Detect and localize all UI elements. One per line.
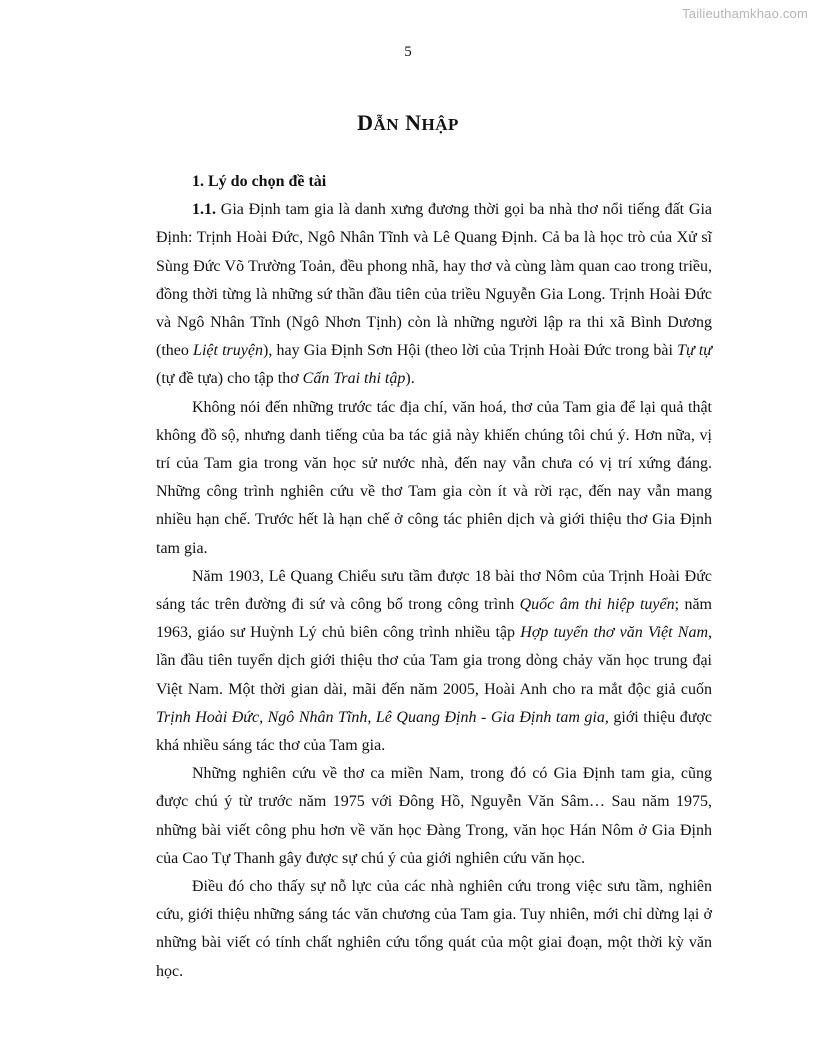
text-run: ), hay Gia Định Sơn Hội (theo lời của Trịnh Hoài Đức trong bài: [262, 342, 678, 360]
paragraph-2: Không nói đến những trước tác địa chí, văn hoá, thơ của Tam gia để lại quả thật không đồ sộ, nhưng danh tiếng của ba tác giả này khiến chúng tôi chú ý. Hơn nữa, vị trí của Tam gia trong văn học sử nước nhà, đến nay vẫn chưa có vị trí xứng đáng. Những công trình nghiên cứu về thơ Tam gia còn ít và rời rạc, đến nay vẫn mang nhiều hạn chế. Trước hết là hạn chế ở công tác phiên dịch và giới thiệu thơ Gia Định tam gia.: [156, 398, 712, 557]
italic-title: Liệt truyện: [193, 342, 263, 360]
page-title: [0, 110, 816, 136]
title-smallcaps: ẪN: [373, 115, 400, 134]
page-number: 5: [404, 44, 412, 60]
section-heading: 1. Lý do chọn đề tài: [192, 173, 327, 190]
italic-title: Trịnh Hoài Đức, Ngô Nhân Tĩnh, Lê Quang Định - Gia Định tam gia,: [156, 708, 609, 726]
watermark: Tailieuthamkhao.com: [682, 6, 808, 21]
paragraph-4: Những nghiên cứu về thơ ca miền Nam, trong đó có Gia Định tam gia, cũng được chú ý từ trước năm 1975 với Đông Hồ, Nguyễn Văn Sâm… Sau năm 1975, những bài viết công phu hơn về văn học Đàng Trong, văn học Hán Nôm ở Gia Định của Cao Tự Thanh gây được sự chú ý của giới nghiên cứu văn học.: [156, 765, 712, 867]
body-text: [156, 168, 712, 986]
title-smallcaps: HẬP: [421, 115, 459, 134]
text-run: giới thiệu được khá nhiều sáng tác thơ của Tam gia.: [156, 708, 712, 755]
italic-title: Tự tự: [677, 342, 713, 360]
paragraph-lead-number: 1.1.: [192, 201, 216, 219]
title-letter: N: [405, 110, 422, 135]
text-run: Gia Định tam gia là danh xưng đương thời gọi ba nhà thơ nổi tiếng đất Gia Định: Trịnh Hoài Đức, Ngô Nhân Tĩnh và Lê Quang Định. Cả ba là học trò của Xử sĩ Sùng Đức Võ Trường Toản, đều phong nhã, hay thơ và cùng làm quan cao trong triều, đồng thời từng là những sứ thần đầu tiên của triều Nguyễn Gia Long. Trịnh Hoài Đức và Ngô Nhân Tĩnh (Ngô Nhơn Tịnh) còn là những người lập ra thi xã Bình Dương (theo: [156, 201, 712, 360]
italic-title: Cấn Trai thi tập: [302, 370, 406, 388]
text-run: Năm 1903, Lê Quang Chiểu sưu tầm được 18 bài thơ Nôm của Trịnh Hoài Đức sáng tác trên đường đi sứ và công bố trong công trình: [156, 567, 712, 614]
text-run: , lần đầu tiên tuyển dịch giới thiệu thơ của Tam gia trong dòng chảy văn học trung đại Việt Nam. Một thời gian dài, mãi đến năm 2005, Hoài Anh cho ra mắt độc giả cuốn: [156, 624, 712, 698]
title-letter: D: [357, 110, 374, 135]
text-run: ).: [405, 370, 415, 388]
paragraph-1: [156, 196, 712, 393]
italic-title: Hợp tuyển thơ văn Việt Nam: [520, 624, 708, 642]
text-run: (tự đề tựa) cho tập thơ: [156, 370, 303, 388]
paragraph-5: Điều đó cho thấy sự nỗ lực của các nhà nghiên cứu trong việc sưu tầm, nghiên cứu, giới thiệu những sáng tác văn chương của Tam gia. Tuy nhiên, mới chỉ dừng lại ở những bài viết có tính chất nghiên cứu tổng quát của một giai đoạn, một thời kỳ văn học.: [156, 878, 712, 980]
text-run: ; năm 1963, giáo sư Huỳnh Lý chủ biên công trình nhiều tập: [156, 596, 713, 642]
paragraph-3: [156, 563, 712, 760]
italic-title: Quốc âm thi hiệp tuyển: [519, 596, 675, 614]
